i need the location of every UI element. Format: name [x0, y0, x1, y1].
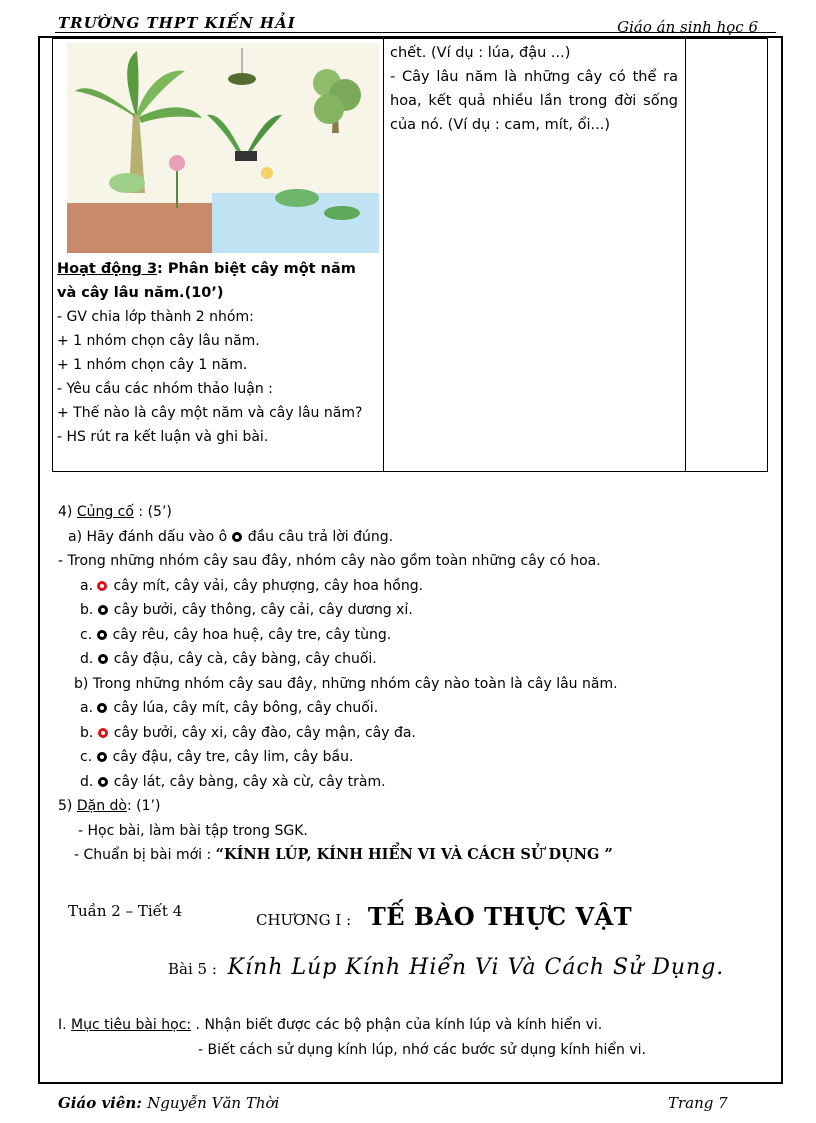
option-row: d. cây đậu, cây cà, cây bàng, cây chuối. [80, 651, 377, 667]
objectives-line: - Biết cách sử dụng kính lúp, nhớ các bước sử dụng kính hiển vi. [198, 1042, 646, 1058]
lesson-table [52, 38, 768, 472]
subject-title: Giáo án sinh học 6 [617, 18, 758, 36]
homework-line: - Chuẩn bị bài mới : “KÍNH LÚP, KÍNH HIỂN VI VÀ CÁCH SỬ DỤNG ” [74, 846, 613, 863]
lesson-heading: Bài 5 : Kính Lúp Kính Hiển Vi Và Cách Sử Dụng. [168, 955, 725, 980]
option-row: c. cây rêu, cây hoa huệ, cây tre, cây tùng. [80, 626, 392, 643]
column-divider [685, 39, 686, 471]
question-1: - Trong những nhóm cây sau đây, nhóm cây nào gồm toàn những cây có hoa. [58, 553, 601, 569]
chapter-title: TẾ BÀO THỰC VẬT [367, 902, 633, 931]
option-row: b. cây bưởi, cây thông, cây cải, cây dương xỉ. [80, 602, 413, 618]
option-row: a. cây lúa, cây mít, cây bông, cây chuối. [80, 700, 379, 716]
activity-line: + 1 nhóm chọn cây lâu năm. [57, 333, 260, 349]
next-lesson-title: “KÍNH LÚP, KÍNH HIỂN VI VÀ CÁCH SỬ DỤNG ” [215, 846, 613, 863]
activity-heading: Hoạt động 3: Phân biệt cây một năm và cây lâu năm.(10’) [57, 261, 356, 301]
activity-line: - HS rút ra kết luận và ghi bài. [57, 429, 269, 445]
activity-line: + 1 nhóm chọn cây 1 năm. [57, 357, 248, 373]
consolidation-section [58, 500, 758, 868]
activity-column [57, 257, 379, 449]
checkbox-icon [97, 630, 107, 640]
checkbox-icon [98, 777, 108, 787]
week-label: Tuần 2 – Tiết 4 [68, 902, 183, 920]
option-row: d. cây lát, cây bàng, cây xà cừ, cây tràm. [80, 773, 386, 790]
page-number: Trang 7 [668, 1094, 728, 1112]
objectives-section [58, 1013, 758, 1063]
marked-answer-icon [98, 728, 108, 738]
school-name: TRƯỜNG THPT KIẾN HẢI [58, 14, 296, 32]
checkbox-icon [98, 654, 108, 664]
consolidation-heading: 4) Củng cố : (5’) [58, 504, 172, 520]
homework-heading: 5) Dặn dò: (1’) [58, 798, 161, 814]
checkbox-icon [98, 605, 108, 615]
instruction: a) Hãy đánh dấu vào ô đầu câu trả lời đúng. [68, 528, 394, 545]
option-row: b. cây bưởi, cây xi, cây đào, cây mận, cây đa. [80, 724, 416, 741]
checkbox-icon [232, 532, 242, 542]
activity-line: - GV chia lớp thành 2 nhóm: [57, 309, 254, 325]
lesson-title: Kính Lúp Kính Hiển Vi Và Cách Sử Dụng. [227, 955, 725, 980]
checkbox-icon [97, 752, 107, 762]
column-divider [383, 39, 384, 471]
teacher-signature: Giáo viên: Nguyễn Văn Thời [58, 1094, 280, 1112]
checkbox-icon [97, 703, 107, 713]
chapter-heading: CHƯƠNG I : TẾ BÀO THỰC VẬT [256, 902, 633, 931]
plant-illustration [67, 43, 379, 253]
marked-answer-icon [97, 581, 107, 591]
content-column [390, 41, 678, 137]
homework-line: - Học bài, làm bài tập trong SGK. [78, 822, 308, 839]
content-line: chết. (Ví dụ : lúa, đậu ...) [390, 45, 571, 61]
header-rule [55, 32, 776, 33]
option-row: c. cây đậu, cây tre, cây lim, cây bầu. [80, 749, 354, 765]
question-2: b) Trong những nhóm cây sau đây, những nhóm cây nào toàn là cây lâu năm. [74, 675, 618, 692]
content-line: - Cây lâu năm là những cây có thể ra hoa, kết quả nhiều lần trong đời sống của nó. (Ví dụ : cam, mít, ổi...) [390, 69, 678, 133]
activity-line: + Thế nào là cây một năm và cây lâu năm? [57, 405, 363, 421]
objectives-line: I. Mục tiêu bài học: . Nhận biết được các bộ phận của kính lúp và kính hiển vi. [58, 1017, 603, 1033]
option-row: a. cây mít, cây vải, cây phượng, cây hoa hồng. [80, 577, 424, 594]
activity-line: - Yêu cầu các nhóm thảo luận : [57, 381, 273, 397]
